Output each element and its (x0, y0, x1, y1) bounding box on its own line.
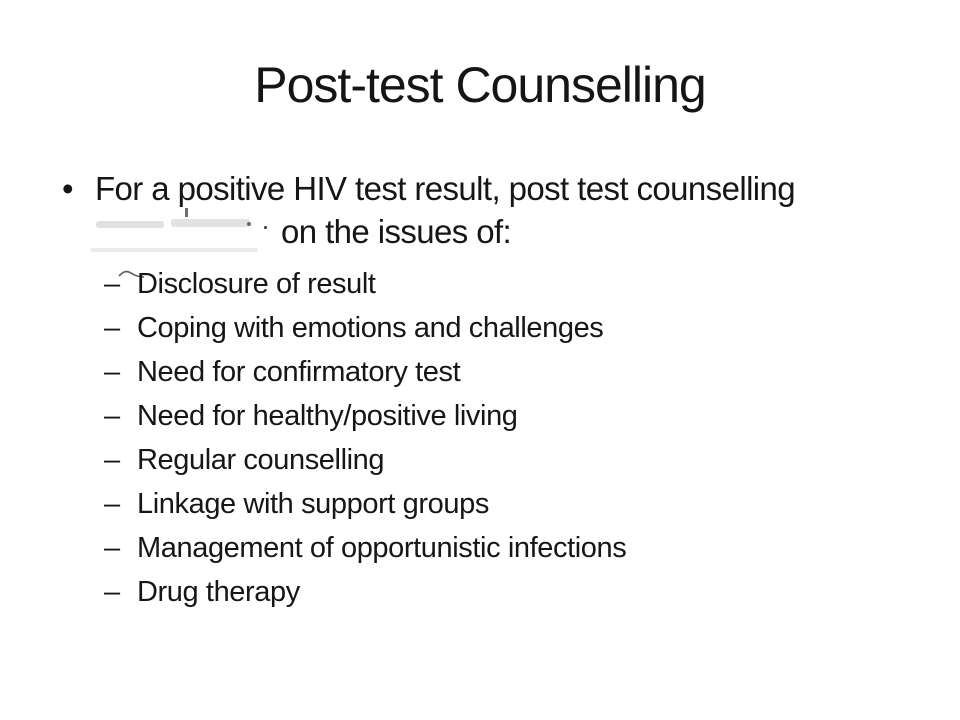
bullet-marker: • (62, 170, 74, 207)
sub-bullet-label: Management of opportunistic infections (137, 532, 627, 564)
erased-text-artifact (264, 226, 267, 229)
sub-bullet-label: Need for confirmatory test (137, 356, 461, 388)
sub-bullet-item (104, 438, 626, 482)
dash-marker: – (104, 444, 120, 476)
erased-text-smudge (96, 221, 164, 228)
erased-text-smudge (90, 248, 258, 252)
sub-bullet-list (104, 262, 626, 614)
slide-title: Post-test Counselling (254, 57, 706, 113)
sub-bullet-label: Disclosure of result (137, 268, 376, 300)
dash-marker: – (104, 488, 120, 520)
sub-bullet-label: Coping with emotions and challenges (137, 312, 604, 344)
dash-marker: – (104, 356, 120, 388)
dash-marker: – (104, 312, 120, 344)
sub-bullet-item (104, 262, 626, 306)
sub-bullet-item (104, 526, 626, 570)
sub-bullet-item (104, 482, 626, 526)
sub-bullet-label: Linkage with support groups (137, 488, 489, 520)
dash-marker: – (104, 268, 120, 300)
sub-bullet-item (104, 350, 626, 394)
sub-bullet-label: Need for healthy/positive living (137, 400, 518, 432)
erased-text-smudge (171, 219, 250, 227)
sub-bullet-label: Regular counselling (137, 444, 385, 476)
sub-bullet-item (104, 394, 626, 438)
sub-bullet-label: Drug therapy (137, 576, 300, 608)
erased-text-artifact (247, 222, 251, 226)
dash-marker: – (104, 532, 120, 564)
sub-bullet-item (104, 306, 626, 350)
erased-text-artifact (185, 208, 188, 217)
sub-bullet-item (104, 570, 626, 614)
dash-marker: – (104, 400, 120, 432)
bullet-text-line1: For a positive HIV test result, post test counselling (95, 170, 796, 207)
bullet-text-line2: on the issues of: (281, 213, 512, 250)
dash-marker: – (104, 576, 120, 608)
